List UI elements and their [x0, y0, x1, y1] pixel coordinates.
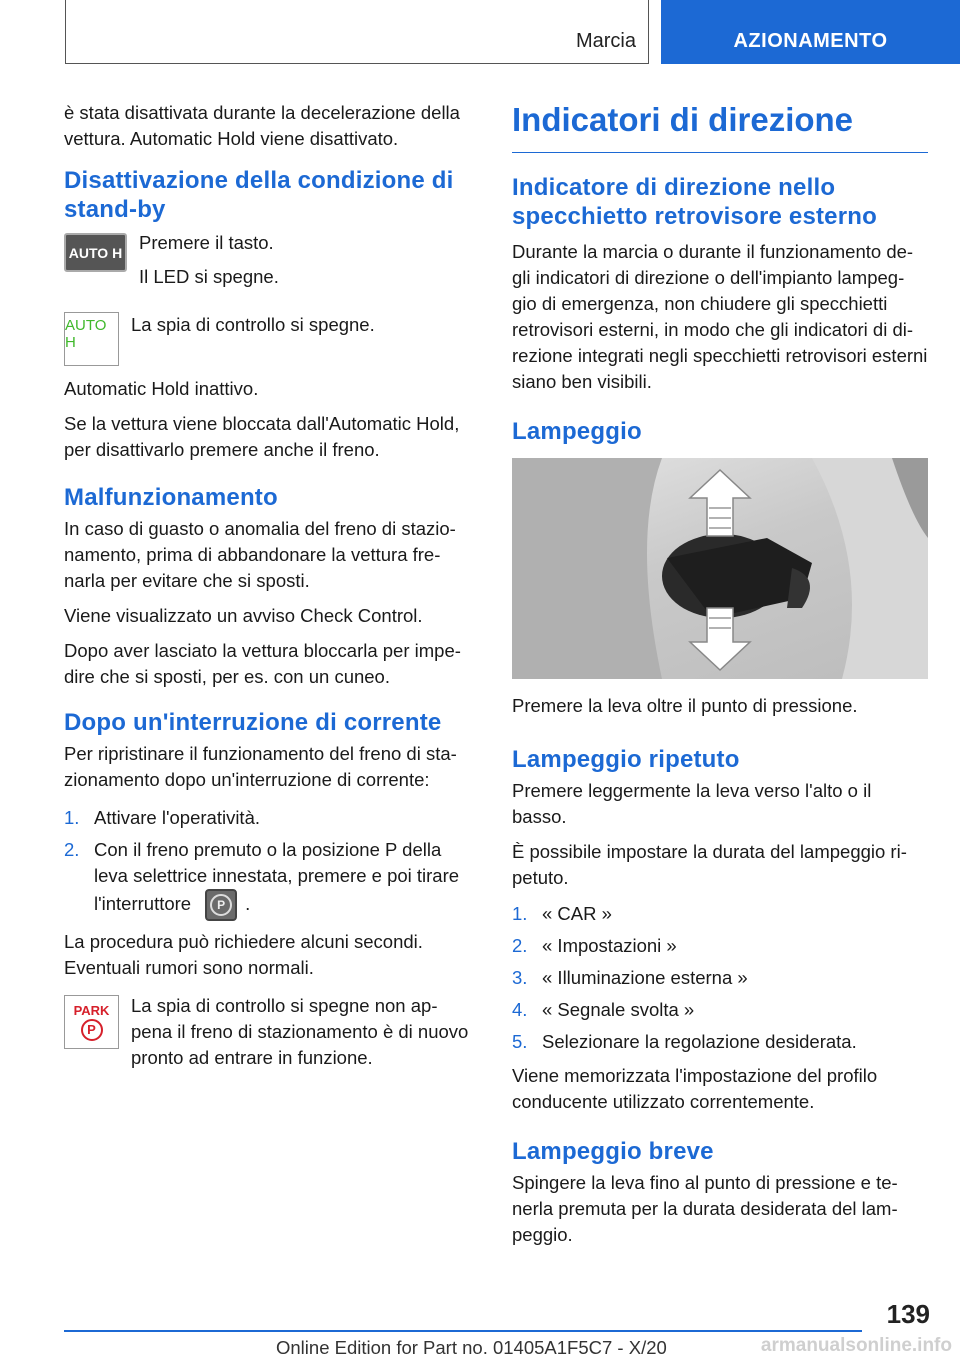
repeat-steps-list	[512, 901, 928, 1055]
lamp-off-text: La spia di controllo si spegne.	[131, 314, 375, 335]
list-item: 2. « Impostazioni »	[512, 935, 677, 956]
list-item: 4. « Segnale svolta »	[512, 999, 695, 1020]
auto-h-indicator-lamp-icon: AUTO H	[64, 312, 119, 366]
park-lamp-text: La spia di controllo si spegne non ap-pena il freno di stazionamento è di nuovo pronto ad entrare in funzione.	[131, 995, 469, 1068]
left-column	[64, 100, 476, 1089]
header-section-box	[65, 0, 649, 64]
mirror-heading: Indicatore di direzione nello specchietto retrovisore esterno	[512, 174, 877, 230]
mirror-text: Durante la marcia o durante il funzionamento de-gli indicatori di direzione o dell'impianto lampeg-gio di emergenza, non chiudere gli specchietti retrovisori esterni, in modo che gli indicatori di di-rezione integrati negli specchietti retrovisori esterni siano ben visibili.	[512, 241, 928, 392]
list-item: 1. « CAR »	[512, 903, 612, 924]
short-heading: Lampeggio breve	[512, 1138, 714, 1165]
press-button-text: Premere il tasto.	[139, 232, 274, 253]
park-lamp-row	[64, 993, 476, 1079]
malfunction-text-1: In caso di guasto o anomalia del freno di stazio-namento, prima di abbandonare la vettura fre-narla per evitare che si sposti.	[64, 518, 456, 591]
repeat-text-1: Premere leggermente la leva verso l'alto o il basso.	[512, 780, 872, 827]
locked-text: Se la vettura viene bloccata dall'Automatic Hold, per disattivarlo premere anche il freno.	[64, 413, 460, 460]
parking-brake-switch-icon: P	[205, 889, 237, 921]
procedure-text-2: Eventuali rumori sono normali.	[64, 957, 314, 978]
intro-paragraph: è stata disattivata durante la decelerazione della vettura. Automatic Hold viene disattivato.	[64, 102, 460, 149]
chapter-tab[interactable]	[661, 0, 960, 64]
chapter-tab-label: AZIONAMENTO	[733, 30, 888, 52]
flash-text: Premere la leva oltre il punto di pressione.	[512, 695, 858, 716]
footer-divider	[64, 1330, 862, 1332]
list-item: 1. Attivare l'operatività.	[64, 807, 260, 828]
list-item: 5. Selezionare la regolazione desiderata.	[512, 1031, 857, 1052]
malfunction-text-3: Dopo aver lasciato la vettura bloccarla per impe-dire che si sposti, per es. con un cuneo.	[64, 640, 461, 687]
auto-h-button-row	[64, 230, 476, 298]
repeat-text-2: È possibile impostare la durata del lampeggio ri-petuto.	[512, 841, 907, 888]
power-steps-list	[64, 805, 476, 921]
repeat-heading: Lampeggio ripetuto	[512, 746, 740, 773]
flash-heading: Lampeggio	[512, 418, 642, 445]
power-heading: Dopo un'interruzione di corrente	[64, 709, 442, 736]
turn-signal-lever-image	[512, 458, 928, 679]
malfunction-text-2: Viene visualizzato un avviso Check Control.	[64, 605, 423, 626]
list-item: 3. « Illuminazione esterna »	[512, 967, 748, 988]
section-title: Marcia	[575, 30, 636, 52]
main-heading: Indicatori di direzione	[512, 100, 928, 153]
auto-h-button-icon: AUTO H	[64, 233, 127, 272]
park-indicator-lamp-icon: PARK P	[64, 995, 119, 1049]
right-column	[512, 100, 928, 1257]
led-off-text: Il LED si spegne.	[139, 266, 279, 287]
lever-illustration	[512, 458, 928, 679]
power-text: Per ripristinare il funzionamento del freno di sta-zionamento dopo un'interruzione di corrente:	[64, 743, 457, 790]
auto-h-lamp-row	[64, 312, 476, 366]
standby-heading: Disattivazione della condizione di stand-by	[64, 167, 454, 223]
short-text: Spingere la leva fino al punto di pressione e te-nerla premuta per la durata desiderata del lam-peggio.	[512, 1172, 898, 1245]
edition-text: Online Edition for Part no. 01405A1F5C7 - X/20	[276, 1337, 667, 1358]
page-number: 139	[886, 1299, 930, 1329]
list-item: 2. Con il freno premuto o la posizione P della leva selettrice innestata, premere e poi tirare l'interruttore P .	[64, 837, 476, 921]
malfunction-heading: Malfunzionamento	[64, 484, 278, 511]
repeat-text-3: Viene memorizzata l'impostazione del profilo conducente utilizzato correntemente.	[512, 1065, 878, 1112]
watermark: armanualsonline.info	[760, 1335, 952, 1356]
procedure-text-1: La procedura può richiedere alcuni secondi.	[64, 931, 423, 952]
hold-inactive-text: Automatic Hold inattivo.	[64, 378, 259, 399]
